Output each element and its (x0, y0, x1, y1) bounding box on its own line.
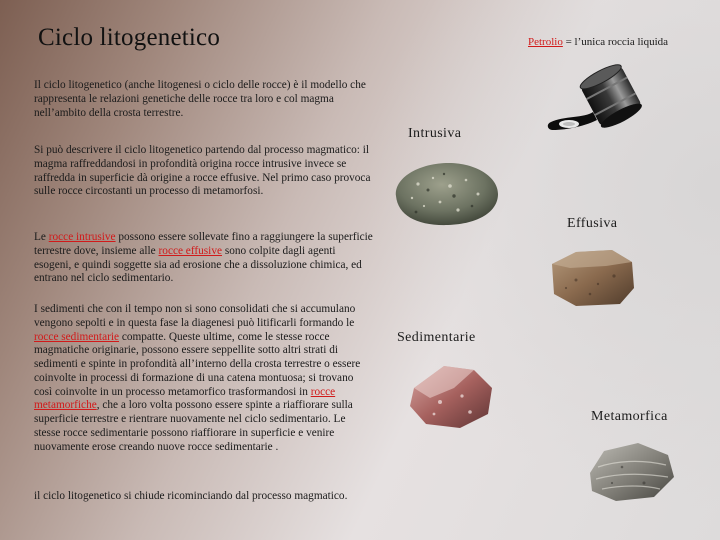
oil-note (528, 36, 668, 48)
text-run: , che a loro volta possono essere spinte a riaffiorare sulla superficie terrestre e rientrare nuovamente nel ciclo sedimentario. Le stesse rocce sedimentarie possono riaffiorare in superficie e venire nuovamente erose creando nuove rocce sedimentarie . (34, 399, 353, 453)
closing-paragraph: il ciclo litogenetico si chiude ricominciando dal processo magmatico. (34, 490, 348, 502)
text-run: possono essere sollevate fino a raggiungere la superficie terrestre dove, insieme alle (34, 231, 373, 257)
rocce-metamorfiche-link[interactable]: rocce metamorfiche (34, 385, 336, 412)
oil-note-text: = l’unica roccia liquida (562, 36, 669, 48)
text-run: Le (34, 231, 49, 243)
intro-paragraph: Il ciclo litogenetico (anche litogenesi o ciclo delle rocce) è il modello che rappresenta le relazioni genetiche delle rocce tra loro e col magma nell’ambito della crosta terrestre. (34, 79, 366, 119)
metamorphic-rock-image (582, 437, 680, 505)
effusive-label: Effusiva (567, 216, 618, 231)
sediment-paragraph (34, 303, 374, 455)
magmatic-paragraph: Si può descrivere il ciclo litogenetico partendo dal processo magmatico: il magma raffreddandosi in profondità origina rocce intrusive invece se raffredda in superficie dà origine a rocce effusive. Nel primo caso provoca sulle rocce circostanti un processo di metamorfosi. (34, 144, 371, 198)
effusive-rock-image (546, 244, 638, 310)
sedimentary-label: Sedimentarie (397, 330, 476, 345)
text-run: compatte. Queste ultime, come le stesse rocce magmatiche originarie, possono essere seppellite sotto altri strati di sedimenti e spinte in profondità all’interno della crosta terrestre o essere coinvolte in processi di formazione di una catena montuosa; si trovano così coinvolte in un processo metamorfico trasformandosi in (34, 330, 361, 398)
rocce-sedimentarie-link[interactable]: rocce sedimentarie (34, 330, 119, 343)
text-run: sono colpite dagli agenti esogeni, e quindi soggette sia ad erosione che a dissoluzione chimica, ed entrano nel ciclo sedimentario. (34, 244, 362, 285)
slide-title: Ciclo litogenetico (38, 24, 221, 51)
sedimentary-rock-image (404, 358, 500, 434)
text-run: I sedimenti che con il tempo non si sono consolidati che si accumulano vengono sepolti e in questa fase la diagenesi può litificarli formando le (34, 303, 356, 329)
exogenic-paragraph (34, 231, 374, 286)
oil-barrel-icon (545, 60, 655, 136)
petrolio-link[interactable]: Petrolio (528, 36, 563, 48)
metamorphic-label: Metamorfica (591, 409, 668, 424)
rocce-intrusive-link[interactable]: rocce intrusive (48, 231, 116, 243)
rocce-effusive-link[interactable]: rocce effusive (158, 244, 222, 257)
intrusive-label: Intrusiva (408, 126, 462, 141)
intrusive-rock-image (388, 154, 504, 232)
